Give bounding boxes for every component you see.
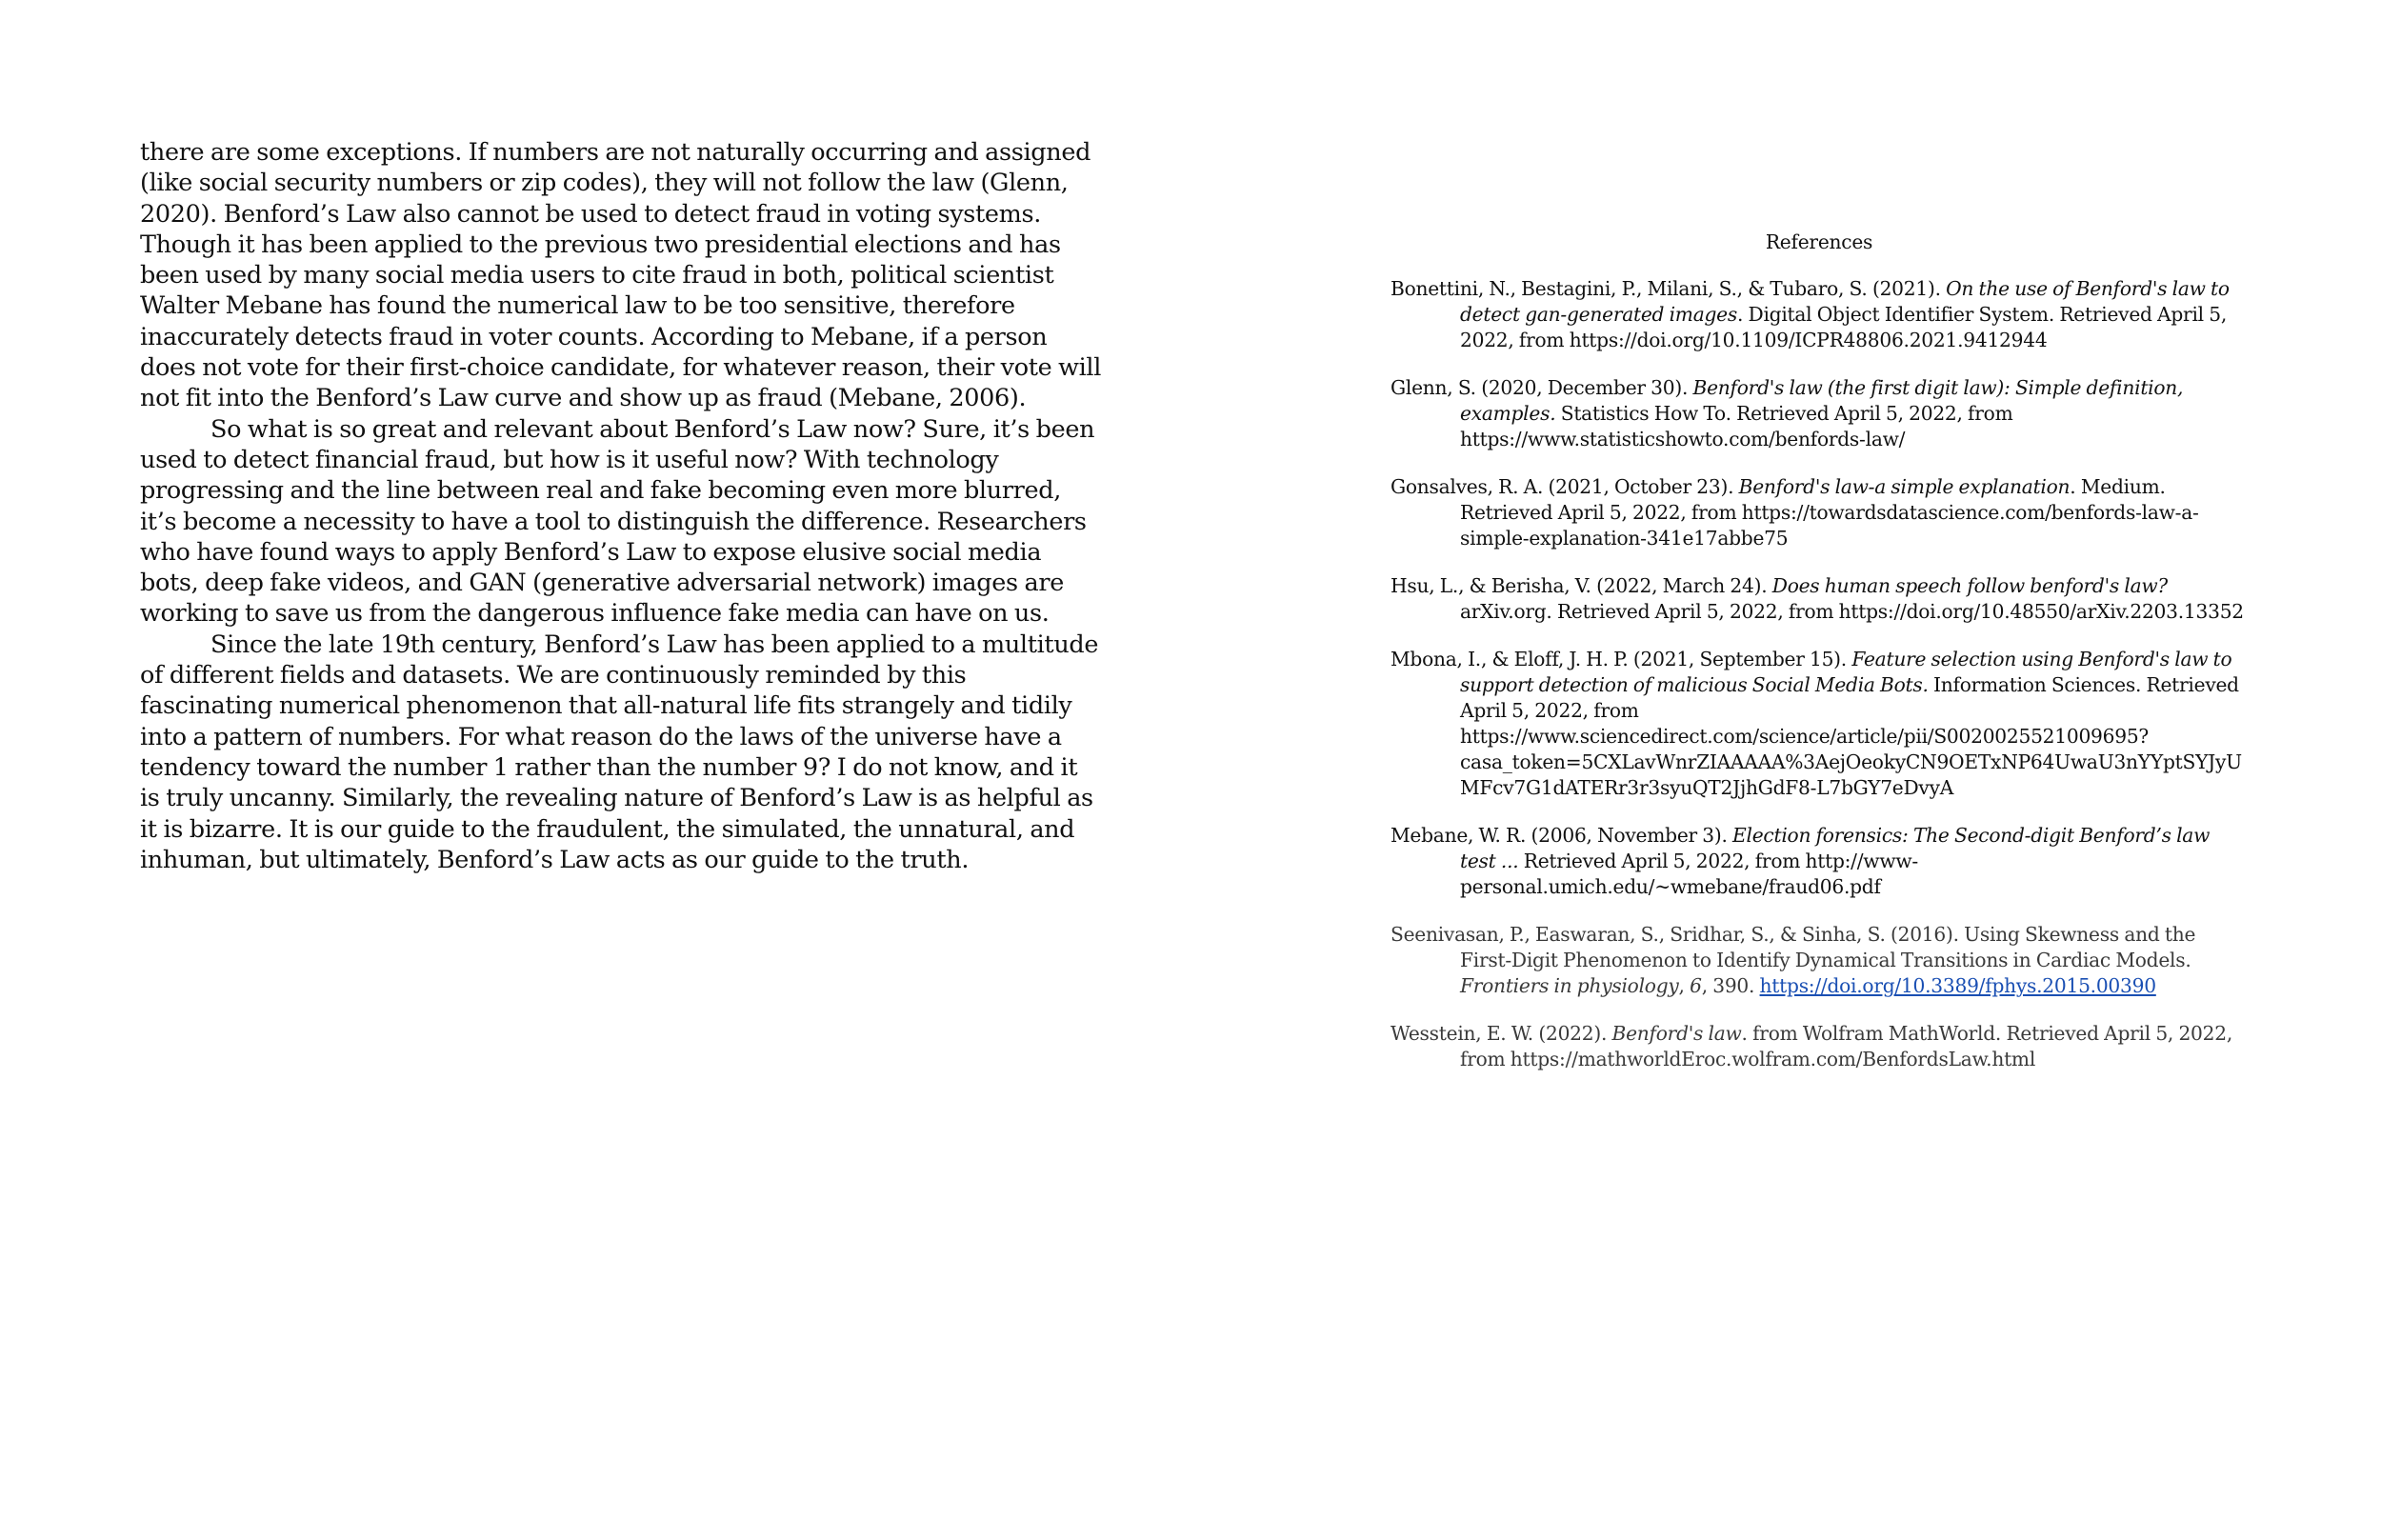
reference-title: Election forensics: The Second-digit Benford’s law test ... [1460,824,2211,872]
reference-entry [1391,823,2248,900]
reference-source: . from Wolfram MathWorld. Retrieved April 5, 2022, from https://mathworldEroc.wolfram.com/BenfordsLaw.html [1460,1022,2232,1070]
essay-paragraph: there are some exceptions. If numbers are not naturally occurring and assigned (like social security numbers or zip codes), they will not follow the law (Glenn, 2020). Benford’s Law also cannot be used to detect fraud in voting systems. Though it has been applied to the previous two presidential elections and has been used by many social media users to cite fraud in both, political scientist Walter Mebane has found the numerical law to be too sensitive, therefore inaccurately detects fraud in voter counts. According to Mebane, if a person does not vote for their first-choice candidate, for whatever reason, their vote will not fit into the Benford’s Law curve and show up as fraud (Mebane, 2006). [140,138,1102,413]
reference-source: Retrieved April 5, 2022, from http://www-personal.umich.edu/~wmebane/fraud06.pdf [1460,850,1918,898]
reference-entry [1391,1021,2248,1072]
reference-authors: Hsu, L., & Berisha, V. (2022, March 24). [1391,574,1772,597]
reference-title: Benford's law-a simple explanation [1738,475,2071,498]
reference-title: Benford's law (the first digit law): Simple definition, examples. [1460,376,2184,425]
essay-paragraph: So what is so great and relevant about Benford’s Law now? Sure, it’s been used to detect financial fraud, but how is it useful now? With technology progressing and the line between real and fake becoming even more blurred, it’s become a necessity to have a tool to distinguish the difference. Researchers who have found ways to apply Benford’s Law to expose elusive social media bots, deep fake videos, and GAN (generative adversarial network) images are working to save us from the dangerous influence fake media can have on us. [140,414,1095,629]
reference-authors: Mebane, W. R. (2006, November 3). [1391,824,1733,847]
reference-authors: Glenn, S. (2020, December 30). [1391,376,1693,399]
reference-authors: Seenivasan, P., Easwaran, S., Sridhar, S., & Sinha, S. (2016). Using Skewness and the First-Digit Phenomenon to Identify Dynamical Transitions in Cardiac Models. [1391,923,2196,971]
reference-source: Information Sciences. Retrieved April 5, 2022, from https://www.sciencedirect.com/science/article/pii/S0020025521009695?casa_token=5CXLavWnrZIAAAAA%3AejOeokyCN9OETxNP64UwaU3nYYptSYJyUMFcv7G1dATERr3r3syuQT2JjhGdF8-L7bGY7eDvyA [1460,673,2242,799]
reference-title: Benford's law [1611,1022,1742,1045]
left-page [0,0,1190,1540]
references-title: References [1765,230,1873,253]
reference-source: . Digital Object Identifier System. Retrieved April 5, 2022, from https://doi.org/10.1109/ICPR48806.2021.9412944 [1460,303,2227,351]
reference-volume: 6 [1690,974,1702,997]
reference-title: On the use of Benford's law to detect gan-generated images [1460,277,2230,326]
reference-title: Feature selection using Benford's law to support detection of malicious Social Media Bots. [1460,648,2232,696]
references-section [1391,230,2248,1094]
reference-entry [1391,375,2248,452]
essay-body [140,137,1102,875]
reference-authors: Wesstein, E. W. (2022). [1391,1022,1612,1045]
reference-doi-link[interactable]: https://doi.org/10.3389/fphys.2015.00390 [1759,974,2156,997]
reference-entry [1391,474,2248,551]
essay-paragraph: Since the late 19th century, Benford’s Law has been applied to a multitude of different fields and datasets. We are continuously reminded by this fascinating numerical phenomenon that all-natural life fits strangely and tidily into a pattern of numbers. For what reason do the laws of the universe have a tendency toward the number 1 rather than the number 9? I do not know, and it is truly uncanny. Similarly, the revealing nature of Benford’s Law is as helpful as it is bizarre. It is our guide to the fraudulent, the simulated, the unnatural, and inhuman, but ultimately, Benford’s Law acts as our guide to the truth. [140,630,1099,874]
reference-entry [1391,647,2248,801]
reference-source: arXiv.org. Retrieved April 5, 2022, from https://doi.org/10.48550/arXiv.2203.13352 [1460,600,2244,623]
reference-entry [1391,276,2248,353]
reference-separator: , [1678,974,1691,997]
reference-journal: Frontiers in physiology [1460,974,1679,997]
reference-entry [1391,922,2248,999]
reference-authors: Bonettini, N., Bestagini, P., Milani, S., & Tubaro, S. (2021). [1391,277,1947,300]
reference-entry [1391,573,2248,625]
reference-authors: Gonsalves, R. A. (2021, October 23). [1391,475,1739,498]
reference-source: . Medium. Retrieved April 5, 2022, from https://towardsdatascience.com/benfords-law-a-simple-explanation-341e17abbe75 [1460,475,2199,550]
reference-source: Statistics How To. Retrieved April 5, 2022, from https://www.statisticshowto.com/benfords-law/ [1460,402,2013,450]
reference-title: Does human speech follow benford's law? [1771,574,2168,597]
reference-authors: Mbona, I., & Eloff, J. H. P. (2021, September 15). [1391,648,1852,670]
reference-pages: , 390. [1701,974,1760,997]
